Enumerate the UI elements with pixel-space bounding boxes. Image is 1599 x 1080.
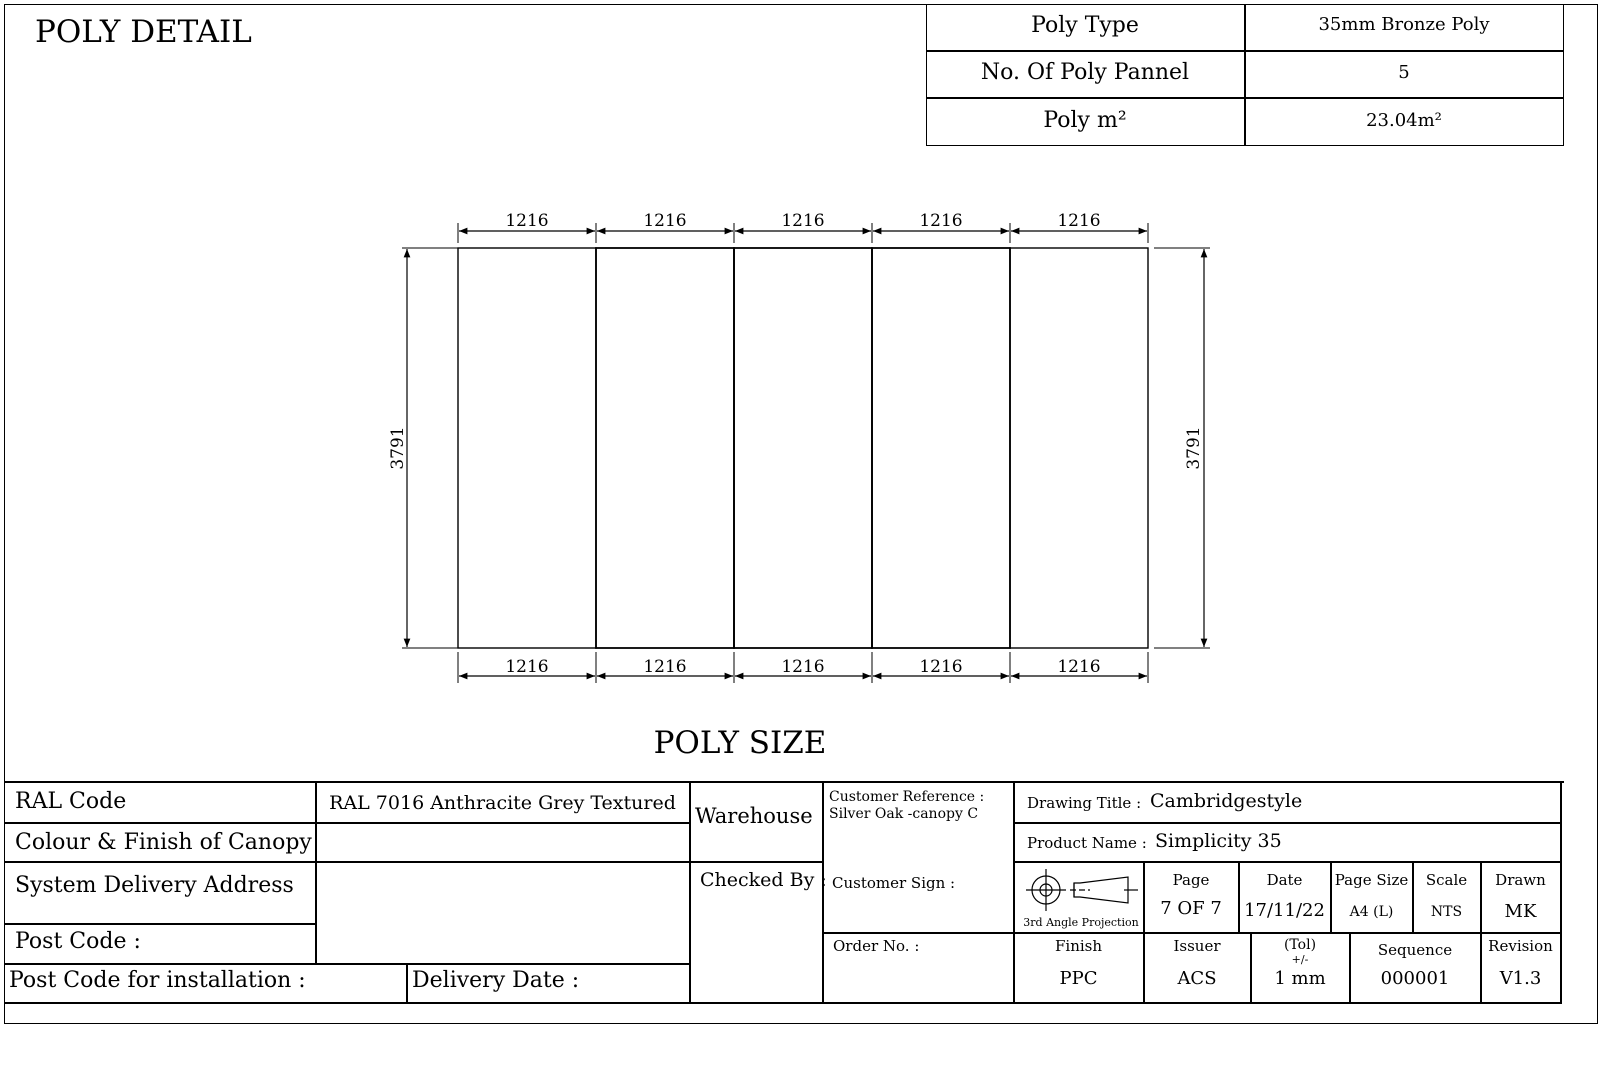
- projection-label: 3rd Angle Projection: [1023, 916, 1139, 929]
- panel-top-width-label: 1216: [1057, 211, 1101, 231]
- tolerance-value: 1 mm: [1274, 968, 1326, 989]
- panel-bottom-width-label: 1216: [1057, 657, 1101, 677]
- poly-area-label: Poly m²: [1043, 108, 1127, 133]
- third-angle-projection-icon: [1020, 866, 1142, 914]
- customer-reference-value: Silver Oak -canopy C: [829, 806, 979, 822]
- scale-label: Scale: [1425, 871, 1468, 889]
- product-name-value: Simplicity 35: [1155, 830, 1282, 852]
- poly-panel: [1010, 248, 1148, 648]
- revision-label: Revision: [1488, 937, 1553, 955]
- date-label: Date: [1266, 871, 1303, 889]
- panel-top-width-label: 1216: [919, 211, 963, 231]
- poly-type-value: 35mm Bronze Poly: [1318, 14, 1490, 35]
- poly-size-caption: POLY SIZE: [653, 725, 827, 761]
- sequence-label: Sequence: [1377, 941, 1453, 959]
- ral-code-value: RAL 7016 Anthracite Grey Textured: [329, 792, 676, 814]
- issuer-value: ACS: [1177, 968, 1217, 989]
- ral-code-label: RAL Code: [15, 789, 127, 814]
- scale-value: NTS: [1430, 904, 1463, 920]
- poly-area-value: 23.04m²: [1366, 110, 1442, 131]
- page-size-label: Page Size: [1334, 871, 1409, 889]
- panel-bottom-width-label: 1216: [781, 657, 825, 677]
- panel-bottom-width-label: 1216: [643, 657, 687, 677]
- checked-by-label: Checked By :: [700, 869, 827, 891]
- warehouse-label: Warehouse: [695, 804, 813, 828]
- page-size-value: A4 (L): [1349, 904, 1394, 920]
- drawn-label: Drawn: [1495, 871, 1546, 889]
- poly-panels: [458, 248, 1148, 648]
- customer-reference-label: Customer Reference :: [829, 789, 985, 805]
- post-code-label: Post Code :: [15, 929, 141, 954]
- panel-bottom-width-label: 1216: [505, 657, 549, 677]
- page-value: 7 OF 7: [1160, 898, 1222, 919]
- finish-value: PPC: [1059, 968, 1098, 989]
- panel-top-width-label: 1216: [505, 211, 549, 231]
- drawn-value: MK: [1504, 901, 1537, 922]
- sequence-value: 000001: [1380, 968, 1450, 989]
- height-label-right: 3791: [1184, 426, 1204, 470]
- revision-value: V1.3: [1499, 968, 1542, 989]
- poly-panel: [596, 248, 734, 648]
- delivery-date-label: Delivery Date :: [412, 968, 580, 993]
- drawing-title-label: Drawing Title :: [1027, 794, 1142, 812]
- tolerance-sub: +/-: [1291, 953, 1309, 966]
- page-label: Page: [1172, 871, 1210, 889]
- poly-panel-count-label: No. Of Poly Pannel: [980, 60, 1190, 85]
- finish-label: Finish: [1054, 937, 1103, 955]
- height-label-left: 3791: [388, 426, 408, 470]
- poly-type-label: Poly Type: [1031, 13, 1139, 38]
- poly-panel: [734, 248, 872, 648]
- post-code-install-label: Post Code for installation :: [9, 968, 306, 993]
- drawing-title-value: Cambridgestyle: [1150, 790, 1303, 812]
- poly-panel: [458, 248, 596, 648]
- order-no-label: Order No. :: [833, 937, 920, 955]
- dimension-left: [402, 248, 458, 648]
- panel-bottom-width-label: 1216: [919, 657, 963, 677]
- colour-finish-label: Colour & Finish of Canopy: [15, 830, 312, 855]
- panel-top-width-label: 1216: [781, 211, 825, 231]
- poly-panel: [872, 248, 1010, 648]
- date-value: 17/11/22: [1244, 900, 1325, 921]
- delivery-address-label: System Delivery Address: [15, 873, 294, 898]
- issuer-label: Issuer: [1173, 937, 1221, 955]
- poly-panel-count-value: 5: [1398, 62, 1410, 83]
- tolerance-label: (Tol): [1283, 937, 1317, 953]
- panel-top-width-label: 1216: [643, 211, 687, 231]
- customer-sign-label: Customer Sign :: [832, 874, 956, 892]
- page-title: POLY DETAIL: [35, 14, 252, 50]
- product-name-label: Product Name :: [1027, 834, 1147, 852]
